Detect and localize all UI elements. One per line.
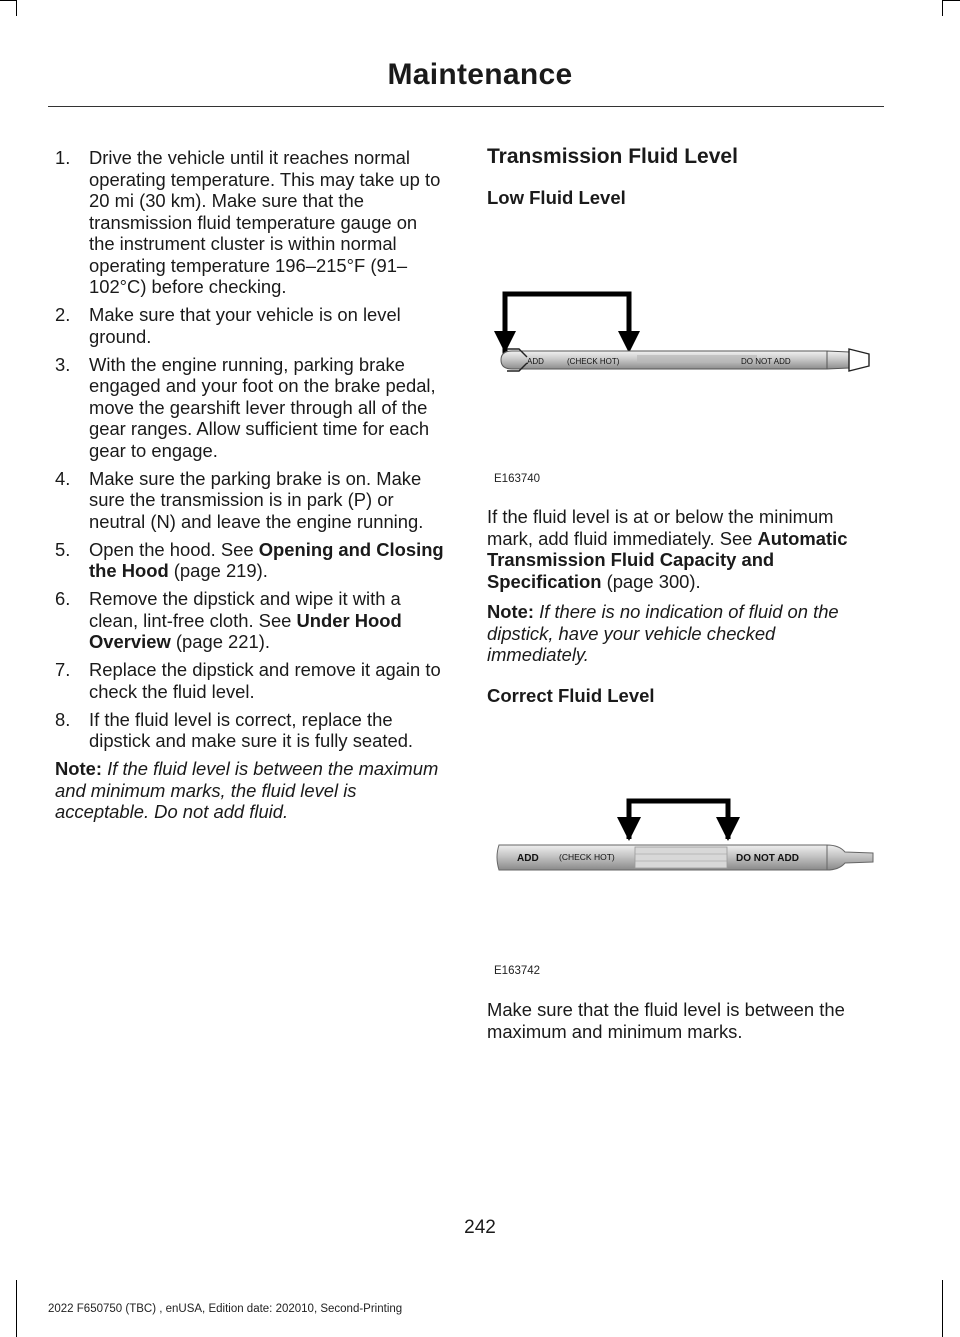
check-hot-label: (CHECK HOT) (567, 357, 620, 366)
list-item (55, 539, 447, 582)
left-column (55, 147, 447, 823)
page-title: Maintenance (387, 58, 573, 91)
note-label: Note: (55, 758, 102, 779)
edition-footer: 2022 F650750 (TBC) , enUSA, Edition date: 202010, Second-Printing (48, 1303, 403, 1315)
crop-mark (942, 0, 943, 16)
subsection-title-correct: Correct Fluid Level (487, 684, 655, 706)
procedure-steps (55, 147, 447, 752)
note-label: Note: (487, 601, 534, 622)
figure-code: E163742 (494, 965, 541, 977)
check-hot-label: (CHECK HOT) (559, 852, 615, 862)
add-mark-label: ADD (527, 357, 544, 366)
list-item (55, 147, 447, 298)
step-text-pre: Remove the dipstick and wipe it with a clean, lint-free cloth. See (89, 588, 401, 631)
step-text: If the fluid level is correct, replace the dipstick and make sure it is fully seated. (89, 708, 414, 751)
list-item (55, 709, 447, 752)
page-reference: (page 300). (601, 570, 701, 592)
crop-mark (0, 0, 16, 1)
do-not-add-label: DO NOT ADD (736, 853, 799, 864)
low-fluid-text (487, 506, 882, 707)
crop-mark (16, 0, 17, 16)
correct-fluid-paragraph: Make sure that the fluid level is between the maximum and minimum marks. (487, 999, 845, 1042)
list-item (55, 588, 447, 653)
page-number: 242 (464, 1217, 496, 1238)
subsection-title-low: Low Fluid Level (487, 187, 626, 208)
step-number: 4. (55, 467, 71, 489)
step-number: 3. (55, 353, 71, 375)
dipstick-figure-correct (487, 795, 887, 985)
note (55, 758, 447, 823)
do-not-add-label: DO NOT ADD (741, 357, 791, 366)
step-text: With the engine running, parking brake engaged and your foot on the brake pedal, move the gearshift lever through all of the gear ranges. Allow sufficient time for each gear to engage. (89, 353, 436, 461)
crop-mark (943, 0, 960, 1)
dipstick-low-illustration (487, 285, 887, 395)
crop-mark (942, 1280, 943, 1337)
paragraph-text: If the fluid level is at or below the minimum mark, add fluid immediately. See (487, 506, 834, 549)
step-number: 6. (55, 588, 71, 609)
header-divider (48, 106, 884, 107)
correct-fluid-text (487, 999, 882, 1042)
step-number: 1. (55, 147, 71, 168)
step-number: 8. (55, 708, 71, 730)
page-reference: (page 221). (170, 631, 270, 652)
step-number: 5. (55, 538, 71, 560)
step-text-pre: Open the hood. See (89, 538, 259, 560)
step-number: 2. (55, 304, 71, 325)
dipstick-figure-low (487, 285, 887, 485)
low-fluid-paragraph (487, 506, 882, 592)
step-text: Make sure that your vehicle is on level ground. (89, 304, 401, 347)
note-text: If the fluid level is between the maximum and minimum marks, the fluid level is acceptable. Do not add fluid. (55, 758, 439, 822)
crop-mark (16, 1280, 17, 1337)
note-text: If there is no indication of fluid on the dipstick, have your vehicle checked immediately. (487, 601, 839, 665)
step-text: Drive the vehicle until it reaches normal operating temperature. This may take up to 20 mi (30 km). Make sure that the transmission fluid temperature gauge on the instrument cluster is within normal operating temperature 196–215°F (91–102°C) before checking. (89, 147, 441, 297)
cross-reference-link[interactable]: Under Hood Overview (89, 609, 402, 652)
cross-reference-link[interactable]: Opening and Closing the Hood (89, 538, 444, 581)
list-item (55, 468, 447, 533)
section-title: Transmission Fluid Level (487, 145, 738, 168)
step-number: 7. (55, 659, 71, 680)
page-reference: (page 219). (168, 560, 268, 581)
step-text: Replace the dipstick and remove it again to check the fluid level. (89, 659, 441, 702)
figure-code: E163740 (494, 473, 541, 485)
step-text: Make sure the parking brake is on. Make sure the transmission is in park (P) or neutral (N) and leave the engine running. (89, 467, 424, 532)
list-item (55, 354, 447, 462)
dipstick-correct-illustration (487, 795, 887, 895)
list-item (55, 304, 447, 347)
note (487, 601, 882, 666)
cross-reference-link[interactable]: Automatic Transmission Fluid Capacity and Specification (487, 527, 848, 592)
add-mark-label: ADD (517, 853, 539, 864)
right-column (487, 145, 882, 209)
list-item (55, 659, 447, 702)
